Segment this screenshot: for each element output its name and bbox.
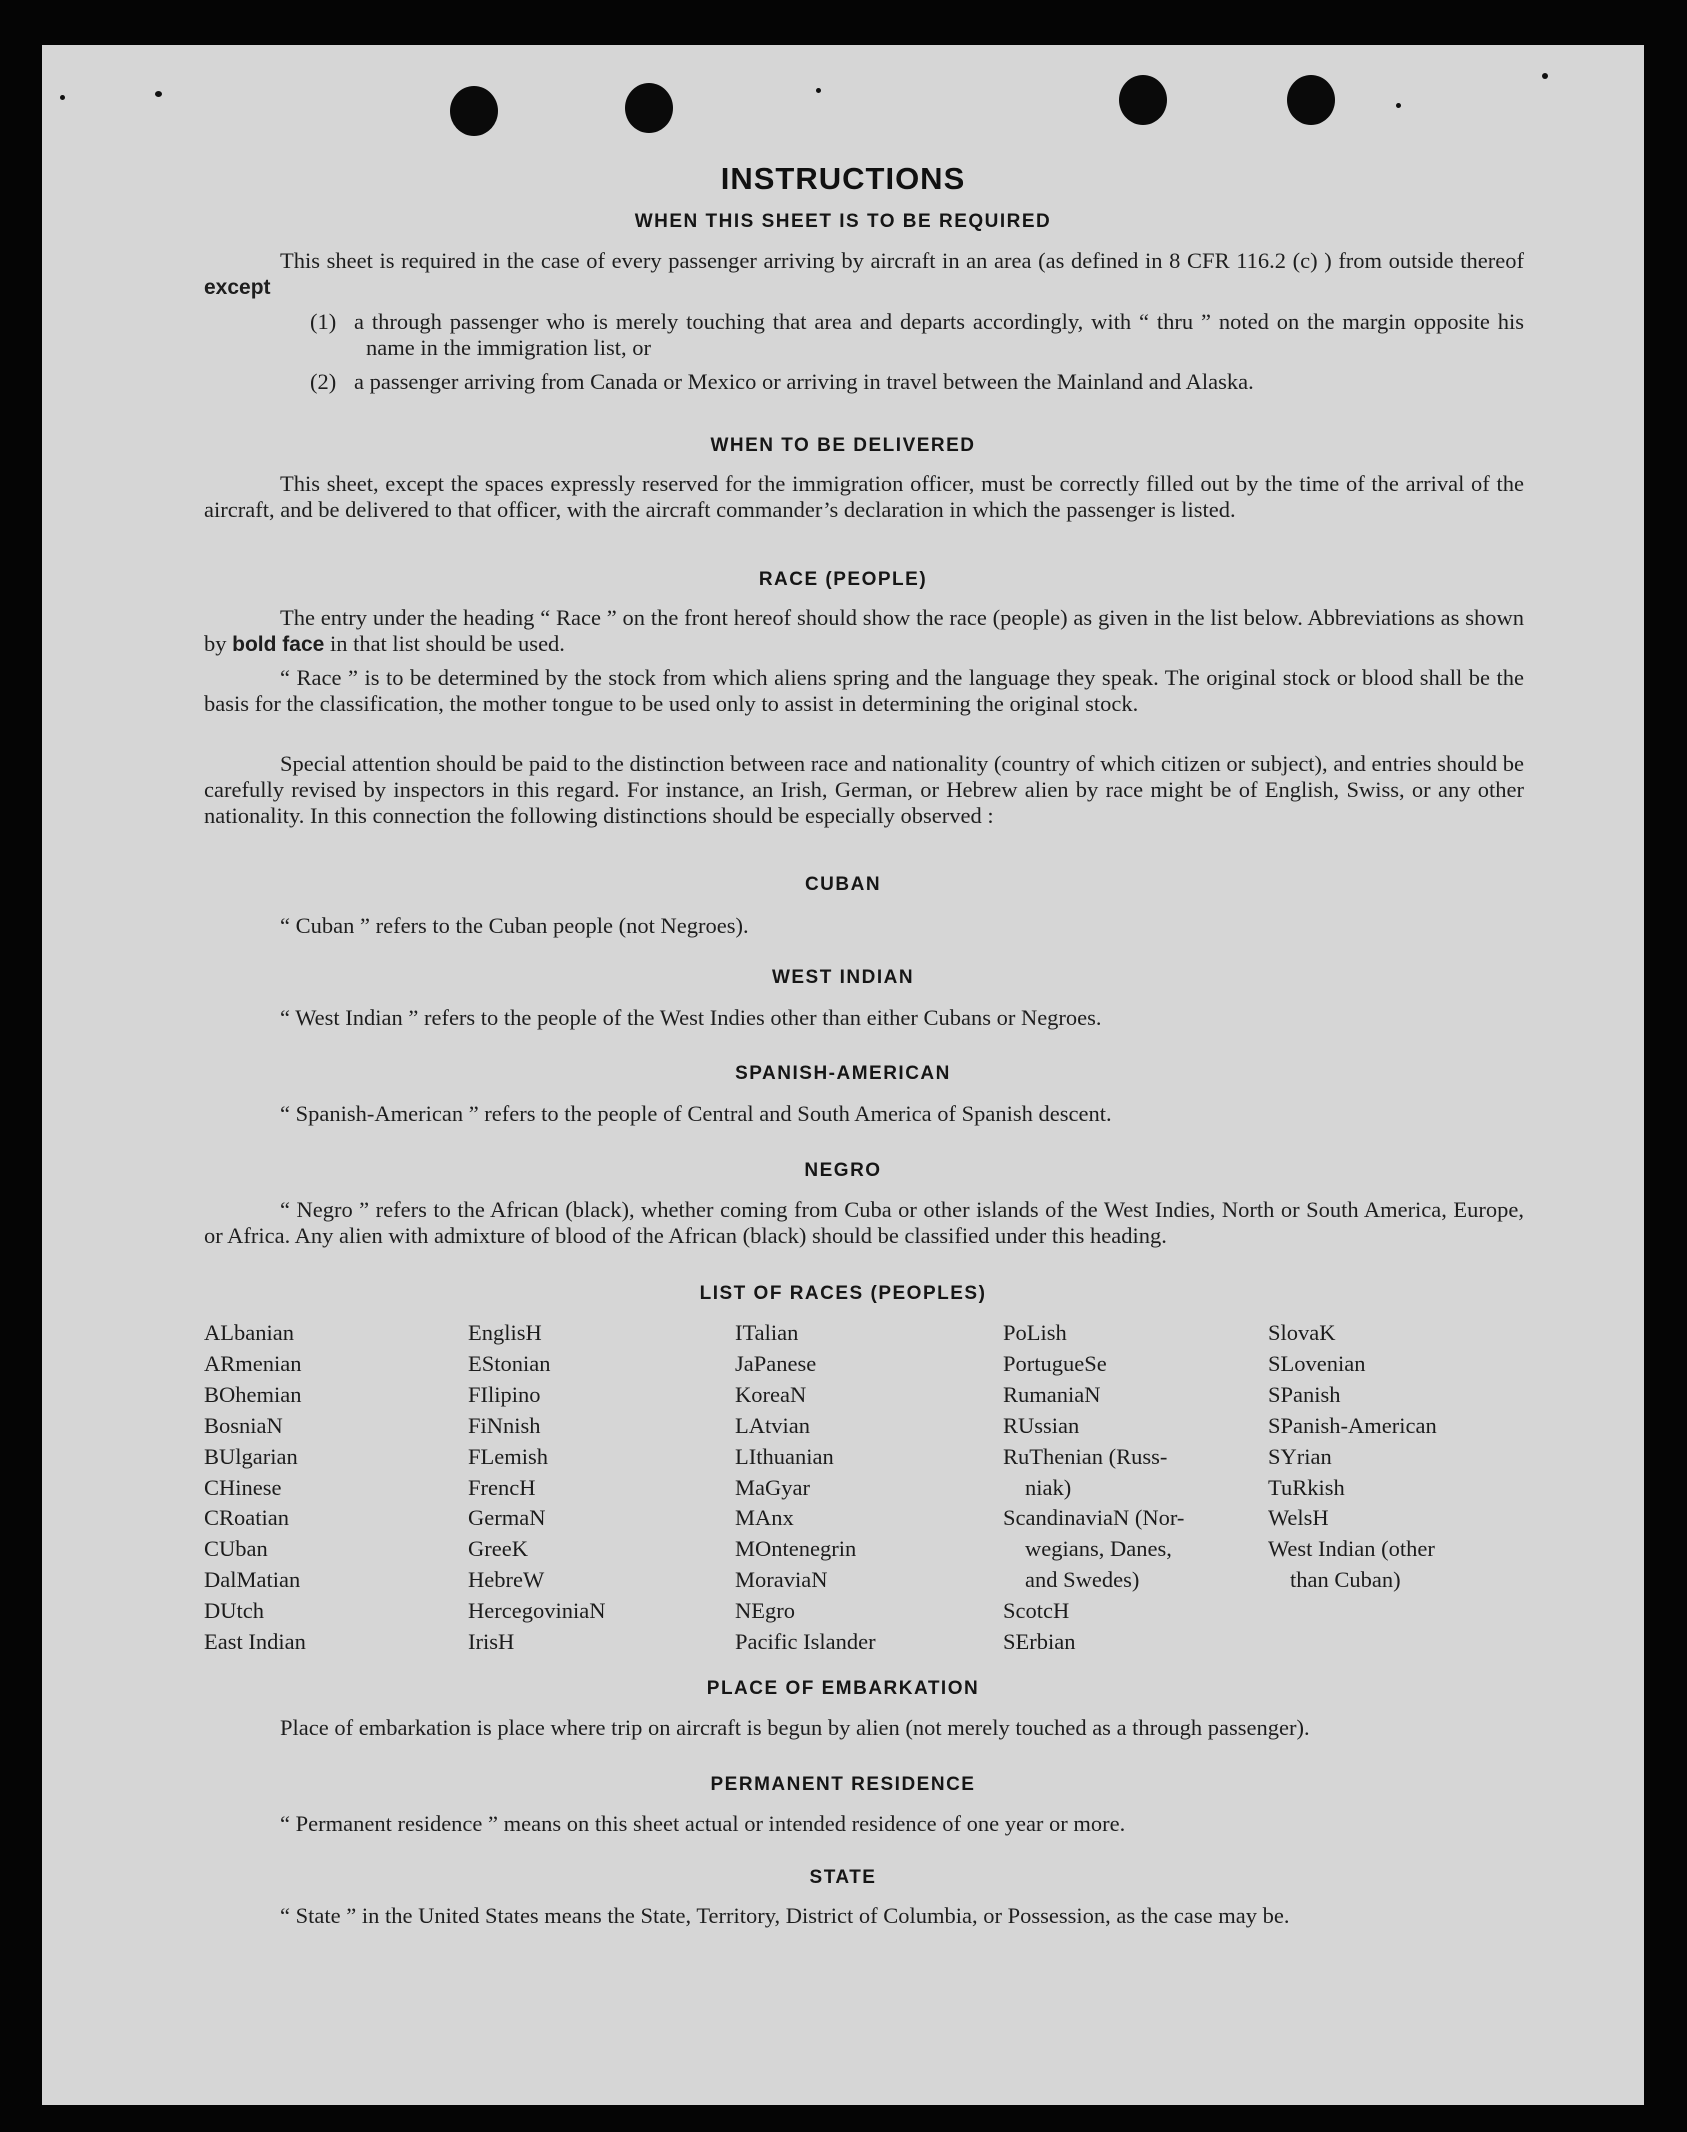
punch-hole bbox=[625, 83, 673, 133]
race-item: DalMatian bbox=[204, 1567, 301, 1593]
race-item: BUlgarian bbox=[204, 1443, 298, 1469]
speck bbox=[60, 95, 65, 100]
punch-hole bbox=[1119, 75, 1167, 125]
clause-1: (1) a through passenger who is merely touching that area and departs accordingly, with “ thru ” noted on the margin opposite his name in the immigration list, or bbox=[310, 309, 1524, 360]
race-item: West Indian (other bbox=[1268, 1536, 1435, 1562]
race-item: LIthuanian bbox=[735, 1443, 834, 1469]
race-item: GermaN bbox=[468, 1505, 546, 1531]
section-heading-residence: PERMANENT RESIDENCE bbox=[710, 1774, 976, 1795]
race-item: SPanish-American bbox=[1268, 1412, 1437, 1438]
race-item: BOhemian bbox=[204, 1381, 302, 1407]
race-item: RuThenian (Russ- bbox=[1003, 1443, 1168, 1469]
west-indian-paragraph: “ West Indian ” refers to the people of the West Indies other than either Cubans or Negroes. bbox=[280, 1005, 1102, 1030]
punch-hole bbox=[450, 86, 498, 136]
section-heading-negro: NEGRO bbox=[804, 1160, 882, 1181]
embarkation-paragraph: Place of embarkation is place where trip on aircraft is begun by alien (not merely touched as a through passenger). bbox=[280, 1715, 1310, 1740]
race-item: MAnx bbox=[735, 1505, 794, 1531]
spanish-american-paragraph: “ Spanish-American ” refers to the people of Central and South America of Spanish descent. bbox=[280, 1101, 1112, 1126]
required-paragraph: This sheet is required in the case of every passenger arriving by aircraft in an area (as defined in 8 CFR 116.2 (c) ) from outside thereof except bbox=[204, 248, 1524, 299]
race-item: FIlipino bbox=[468, 1381, 541, 1407]
races-column-4 bbox=[1003, 1318, 1184, 1658]
race-item-continued: and Swedes) bbox=[1025, 1567, 1140, 1593]
race-item: SYrian bbox=[1268, 1443, 1332, 1469]
race-item: SLovenian bbox=[1268, 1350, 1366, 1376]
race-item: SlovaK bbox=[1268, 1320, 1336, 1345]
race-item: MoraviaN bbox=[735, 1567, 828, 1593]
negro-paragraph: “ Negro ” refers to the African (black), whether coming from Cuba or other islands of the West Indies, North or South America, Europe, or Africa. Any alien with admixture of blood of the African (black) should be classified under this heading. bbox=[204, 1197, 1524, 1248]
race-item: SErbian bbox=[1003, 1629, 1076, 1655]
cuban-paragraph: “ Cuban ” refers to the Cuban people (not Negroes). bbox=[280, 913, 749, 938]
speck bbox=[155, 91, 162, 97]
speck bbox=[816, 88, 821, 93]
speck bbox=[1542, 73, 1548, 79]
race-item: HercegoviniaN bbox=[468, 1598, 606, 1624]
race-item: FLemish bbox=[468, 1443, 549, 1469]
race-item: KoreaN bbox=[735, 1381, 807, 1407]
race-item: MOntenegrin bbox=[735, 1536, 857, 1562]
race-item: DUtch bbox=[204, 1598, 264, 1624]
clause-2: (2) a passenger arriving from Canada or Mexico or arriving in travel between the Mainland and Alaska. bbox=[310, 369, 1254, 394]
section-heading-required: WHEN THIS SHEET IS TO BE REQUIRED bbox=[634, 211, 1052, 232]
race-item: ARmenian bbox=[204, 1350, 302, 1376]
document-page bbox=[42, 45, 1644, 2105]
state-paragraph: “ State ” in the United States means the State, Territory, District of Columbia, or Possession, as the case may be. bbox=[280, 1903, 1290, 1928]
race-paragraph-3: Special attention should be paid to the distinction between race and nationality (country of which citizen or subject), and entries should be carefully revised by inspectors in this regard. For instance, an Irish, German, or Hebrew alien by race might be of English, Swiss, or any other nationality. In this connection the following distinctions should be especially observed : bbox=[204, 751, 1524, 828]
race-item-continued: than Cuban) bbox=[1290, 1567, 1401, 1593]
race-item: PortugueSe bbox=[1003, 1350, 1107, 1376]
races-column-1 bbox=[204, 1318, 306, 1658]
section-heading-delivered: WHEN TO BE DELIVERED bbox=[710, 435, 976, 456]
race-item: ITalian bbox=[735, 1320, 799, 1345]
race-item: EStonian bbox=[468, 1350, 551, 1376]
race-item: CRoatian bbox=[204, 1505, 289, 1531]
race-paragraph-1: The entry under the heading “ Race ” on the front hereof should show the race (people) as given in the list below. Abbreviations as shown by bold face in that list should be used. bbox=[204, 605, 1524, 656]
race-item: PoLish bbox=[1003, 1320, 1067, 1345]
race-item-continued: niak) bbox=[1025, 1474, 1072, 1500]
race-item: ALbanian bbox=[204, 1320, 294, 1345]
section-heading-races-list: LIST OF RACES (PEOPLES) bbox=[699, 1283, 987, 1304]
race-item: ScotcH bbox=[1003, 1598, 1070, 1624]
section-heading-west-indian: WEST INDIAN bbox=[771, 967, 915, 988]
races-column-3 bbox=[735, 1318, 876, 1658]
page-title: INSTRUCTIONS bbox=[720, 161, 966, 196]
race-item: East Indian bbox=[204, 1629, 306, 1655]
section-heading-race: RACE (PEOPLE) bbox=[758, 569, 928, 590]
speck bbox=[1396, 103, 1401, 108]
section-heading-embarkation: PLACE OF EMBARKATION bbox=[706, 1678, 980, 1699]
race-item-continued: wegians, Danes, bbox=[1025, 1536, 1172, 1562]
race-item: NEgro bbox=[735, 1598, 795, 1624]
race-item: MaGyar bbox=[735, 1474, 810, 1500]
race-item: BosniaN bbox=[204, 1412, 283, 1438]
race-item: CHinese bbox=[204, 1474, 282, 1500]
race-item: ScandinaviaN (Nor- bbox=[1003, 1505, 1185, 1531]
race-item: EnglisH bbox=[468, 1320, 542, 1345]
race-item: JaPanese bbox=[735, 1350, 817, 1376]
race-item: RumaniaN bbox=[1003, 1381, 1101, 1407]
races-column-2 bbox=[468, 1318, 605, 1658]
section-heading-cuban: CUBAN bbox=[804, 874, 882, 895]
race-item: SPanish bbox=[1268, 1381, 1341, 1407]
race-item: Pacific Islander bbox=[735, 1629, 876, 1655]
race-item: RUssian bbox=[1003, 1412, 1080, 1438]
section-heading-state: STATE bbox=[809, 1867, 877, 1888]
race-item: TuRkish bbox=[1268, 1474, 1345, 1500]
race-item: FrencH bbox=[468, 1474, 536, 1500]
race-item: GreeK bbox=[468, 1536, 528, 1562]
race-item: LAtvian bbox=[735, 1412, 810, 1438]
section-heading-spanish-american: SPANISH-AMERICAN bbox=[735, 1063, 951, 1084]
race-paragraph-2: “ Race ” is to be determined by the stock from which aliens spring and the language they speak. The original stock or blood shall be the basis for the classification, the mother tongue to be used only to assist in determining the original stock. bbox=[204, 665, 1524, 716]
races-column-5 bbox=[1268, 1318, 1437, 1596]
delivered-paragraph: This sheet, except the spaces expressly reserved for the immigration officer, must be correctly filled out by the time of the arrival of the aircraft, and be delivered to that officer, with the aircraft commander’s declaration in which the passenger is listed. bbox=[204, 471, 1524, 522]
punch-hole bbox=[1287, 75, 1335, 125]
race-item: CUban bbox=[204, 1536, 268, 1562]
race-item: IrisH bbox=[468, 1629, 515, 1655]
race-item: HebreW bbox=[468, 1567, 545, 1593]
race-item: WelsH bbox=[1268, 1505, 1329, 1531]
race-item: FiNnish bbox=[468, 1412, 541, 1438]
residence-paragraph: “ Permanent residence ” means on this sheet actual or intended residence of one year or more. bbox=[280, 1811, 1126, 1836]
